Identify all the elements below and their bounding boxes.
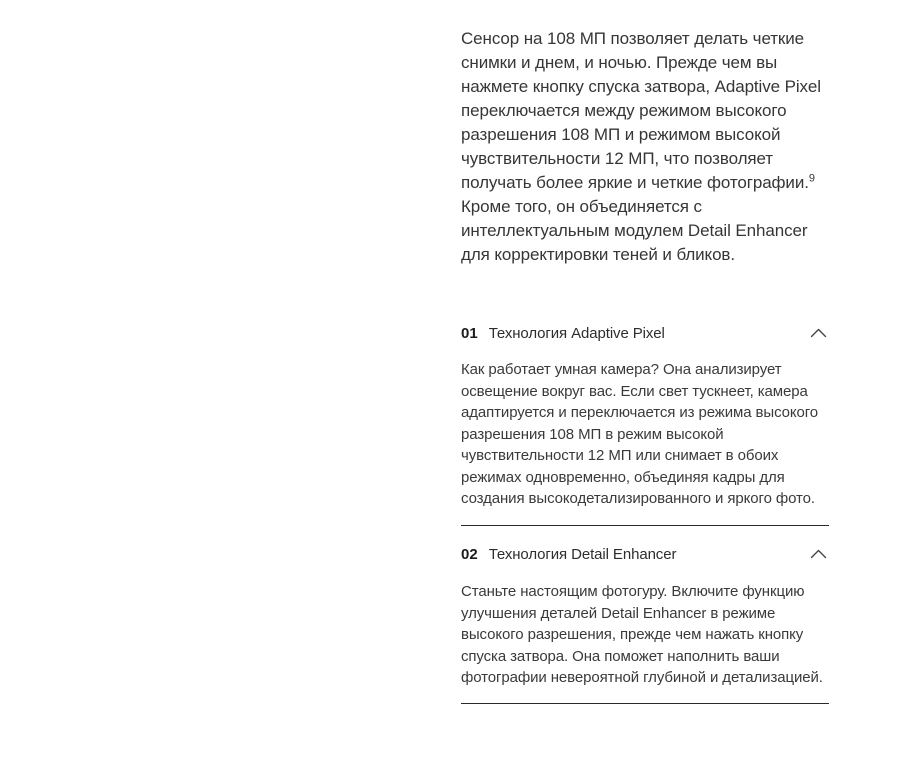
chevron-up-icon[interactable] <box>810 328 827 338</box>
footnote-marker: 9 <box>808 172 815 185</box>
divider <box>461 703 829 704</box>
accordion-item-title: Технология Adaptive Pixel <box>488 324 665 342</box>
accordion-header-detail-enhancer[interactable] <box>461 543 829 565</box>
accordion-item-number: 02 <box>461 545 478 563</box>
divider <box>461 525 829 526</box>
feature-description-text-continued: Кроме того, он объединяется с интеллектуальным модулем Detail Enhancer для корректировки теней и бликов. <box>461 197 808 264</box>
accordion-item-title: Технология Detail Enhancer <box>488 545 677 563</box>
accordion-body-adaptive-pixel: Как работает умная камера? Она анализирует освещение вокруг вас. Если свет тускнеет, камера адаптируется и переключается из режима высокого разрешения 108 МП в режим высокой чувствительности 12 МП или снимает в обоих режимах одновременно, объединяя кадры для создания высокодетализированного и яркого фото. <box>461 361 819 507</box>
feature-description-text: Сенсор на 108 МП позволяет делать четкие снимки и днем, и ночью. Прежде чем вы нажмете кнопку спуска затвора, Adaptive Pixel переключается между режимом высокого разрешения 108 МП и режимом высокой чувствительности 12 МП, что позволяет получать более яркие и четкие фотографии. <box>461 29 821 192</box>
accordion-header-adaptive-pixel[interactable] <box>461 322 829 344</box>
accordion-item-number: 01 <box>461 324 478 342</box>
feature-description-paragraph <box>461 27 829 267</box>
chevron-up-icon[interactable] <box>810 549 827 559</box>
accordion-body-detail-enhancer: Станьте настоящим фотогуру. Включите функцию улучшения деталей Detail Enhancer в режиме высокого разрешения, прежде чем нажать кнопку спуска затвора. Она поможет наполнить ваши фотографии невероятной глубиной и детализацией. <box>461 583 823 686</box>
